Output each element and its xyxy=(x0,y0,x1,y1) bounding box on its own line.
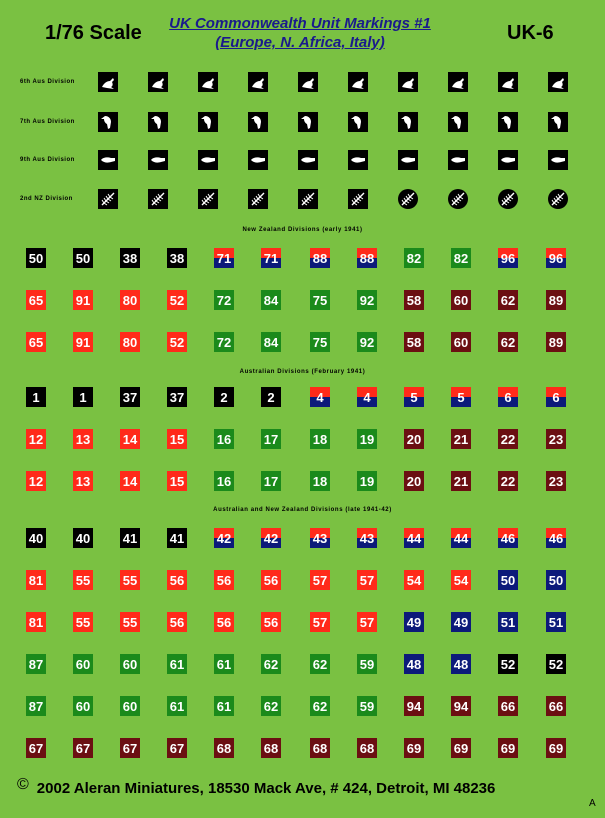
unit-marking: 5 xyxy=(451,387,471,407)
unit-marking: 67 xyxy=(73,738,93,758)
unit-marking: 69 xyxy=(498,738,518,758)
unit-marking: 60 xyxy=(451,332,471,352)
unit-marking: 88 xyxy=(310,248,330,268)
insignia-row-label: 7th Aus Division xyxy=(20,119,75,125)
unit-marking: 87 xyxy=(26,654,46,674)
unit-marking: 61 xyxy=(167,654,187,674)
unit-marking: 56 xyxy=(214,570,234,590)
unit-marking: 65 xyxy=(26,290,46,310)
fern-leaf-icon xyxy=(448,189,468,209)
fern-leaf-icon xyxy=(298,189,318,209)
unit-marking: 2 xyxy=(214,387,234,407)
unit-marking: 67 xyxy=(26,738,46,758)
unit-marking: 81 xyxy=(26,612,46,632)
unit-marking: 87 xyxy=(26,696,46,716)
section-title: New Zealand Divisions (early 1941) xyxy=(242,227,363,233)
unit-marking: 89 xyxy=(546,332,566,352)
kangaroo-icon xyxy=(548,72,568,92)
unit-marking: 80 xyxy=(120,332,140,352)
unit-marking: 52 xyxy=(167,332,187,352)
unit-marking: 14 xyxy=(120,429,140,449)
unit-marking: 56 xyxy=(214,612,234,632)
unit-marking: 56 xyxy=(261,612,281,632)
unit-marking: 82 xyxy=(404,248,424,268)
copyright-symbol: © xyxy=(17,776,29,793)
unit-marking: 72 xyxy=(214,290,234,310)
unit-marking: 61 xyxy=(214,654,234,674)
unit-marking: 58 xyxy=(404,290,424,310)
unit-marking: 67 xyxy=(167,738,187,758)
platypus-icon xyxy=(498,150,518,170)
unit-marking: 6 xyxy=(498,387,518,407)
kookaburra-icon xyxy=(298,112,318,132)
platypus-icon xyxy=(348,150,368,170)
unit-marking: 43 xyxy=(310,528,330,548)
unit-marking: 48 xyxy=(451,654,471,674)
unit-marking: 22 xyxy=(498,471,518,491)
unit-marking: 60 xyxy=(120,654,140,674)
unit-marking: 49 xyxy=(404,612,424,632)
unit-marking: 37 xyxy=(120,387,140,407)
unit-marking: 92 xyxy=(357,290,377,310)
unit-marking: 40 xyxy=(26,528,46,548)
unit-marking: 55 xyxy=(73,570,93,590)
unit-marking: 51 xyxy=(546,612,566,632)
unit-marking: 14 xyxy=(120,471,140,491)
unit-marking: 57 xyxy=(310,612,330,632)
kangaroo-icon xyxy=(498,72,518,92)
fern-leaf-icon xyxy=(148,189,168,209)
unit-marking: 22 xyxy=(498,429,518,449)
unit-marking: 81 xyxy=(26,570,46,590)
platypus-icon xyxy=(448,150,468,170)
unit-marking: 41 xyxy=(167,528,187,548)
unit-marking: 4 xyxy=(357,387,377,407)
kangaroo-icon xyxy=(148,72,168,92)
unit-marking: 52 xyxy=(546,654,566,674)
unit-marking: 62 xyxy=(261,696,281,716)
fern-leaf-icon xyxy=(248,189,268,209)
unit-marking: 71 xyxy=(214,248,234,268)
unit-marking: 15 xyxy=(167,429,187,449)
unit-marking: 16 xyxy=(214,471,234,491)
unit-marking: 41 xyxy=(120,528,140,548)
platypus-icon xyxy=(148,150,168,170)
unit-marking: 68 xyxy=(310,738,330,758)
unit-marking: 42 xyxy=(214,528,234,548)
unit-marking: 80 xyxy=(120,290,140,310)
unit-marking: 58 xyxy=(404,332,424,352)
unit-marking: 75 xyxy=(310,332,330,352)
platypus-icon xyxy=(248,150,268,170)
unit-marking: 54 xyxy=(404,570,424,590)
fern-leaf-icon xyxy=(398,189,418,209)
sheet-code: UK-6 xyxy=(507,22,554,44)
unit-marking: 42 xyxy=(261,528,281,548)
unit-marking: 56 xyxy=(261,570,281,590)
unit-marking: 82 xyxy=(451,248,471,268)
unit-marking: 37 xyxy=(167,387,187,407)
section-title: Australian Divisions (February 1941) xyxy=(239,369,366,375)
fern-leaf-icon xyxy=(348,189,368,209)
unit-marking: 61 xyxy=(167,696,187,716)
unit-marking: 19 xyxy=(357,429,377,449)
unit-marking: 19 xyxy=(357,471,377,491)
unit-marking: 50 xyxy=(498,570,518,590)
unit-marking: 17 xyxy=(261,471,281,491)
unit-marking: 84 xyxy=(261,290,281,310)
unit-marking: 13 xyxy=(73,471,93,491)
unit-marking: 94 xyxy=(451,696,471,716)
unit-marking: 56 xyxy=(167,612,187,632)
unit-marking: 69 xyxy=(546,738,566,758)
unit-marking: 84 xyxy=(261,332,281,352)
corner-mark: A xyxy=(589,798,596,809)
unit-marking: 55 xyxy=(120,570,140,590)
unit-marking: 91 xyxy=(73,290,93,310)
unit-marking: 89 xyxy=(546,290,566,310)
unit-marking: 71 xyxy=(261,248,281,268)
unit-marking: 75 xyxy=(310,290,330,310)
unit-marking: 61 xyxy=(214,696,234,716)
unit-marking: 43 xyxy=(357,528,377,548)
unit-marking: 68 xyxy=(261,738,281,758)
unit-marking: 60 xyxy=(120,696,140,716)
unit-marking: 60 xyxy=(73,654,93,674)
unit-marking: 48 xyxy=(404,654,424,674)
unit-marking: 13 xyxy=(73,429,93,449)
platypus-icon xyxy=(98,150,118,170)
unit-marking: 57 xyxy=(310,570,330,590)
unit-marking: 16 xyxy=(214,429,234,449)
title-line-2: (Europe, N. Africa, Italy) xyxy=(215,34,385,51)
unit-marking: 68 xyxy=(357,738,377,758)
unit-marking: 62 xyxy=(498,290,518,310)
unit-marking: 40 xyxy=(73,528,93,548)
unit-marking: 57 xyxy=(357,570,377,590)
title-line-1: UK Commonwealth Unit Markings #1 xyxy=(169,15,431,32)
unit-marking: 6 xyxy=(546,387,566,407)
fern-leaf-icon xyxy=(98,189,118,209)
unit-marking: 54 xyxy=(451,570,471,590)
unit-marking: 59 xyxy=(357,696,377,716)
unit-marking: 92 xyxy=(357,332,377,352)
kookaburra-icon xyxy=(548,112,568,132)
footer-text: 2002 Aleran Miniatures, 18530 Mack Ave, # 424, Detroit, MI 48236 xyxy=(36,780,496,797)
unit-marking: 56 xyxy=(167,570,187,590)
unit-marking: 46 xyxy=(546,528,566,548)
kangaroo-icon xyxy=(448,72,468,92)
unit-marking: 23 xyxy=(546,471,566,491)
footer xyxy=(17,776,496,798)
kookaburra-icon xyxy=(348,112,368,132)
unit-marking: 52 xyxy=(498,654,518,674)
unit-marking: 59 xyxy=(357,654,377,674)
platypus-icon xyxy=(298,150,318,170)
kookaburra-icon xyxy=(498,112,518,132)
unit-marking: 49 xyxy=(451,612,471,632)
section-title: Australian and New Zealand Divisions (late 1941-42) xyxy=(213,507,392,513)
unit-marking: 55 xyxy=(120,612,140,632)
unit-marking: 50 xyxy=(26,248,46,268)
unit-marking: 38 xyxy=(167,248,187,268)
platypus-icon xyxy=(548,150,568,170)
unit-marking: 62 xyxy=(310,654,330,674)
kookaburra-icon xyxy=(398,112,418,132)
unit-marking: 57 xyxy=(357,612,377,632)
unit-marking: 96 xyxy=(546,248,566,268)
unit-marking: 12 xyxy=(26,429,46,449)
unit-marking: 51 xyxy=(498,612,518,632)
unit-marking: 15 xyxy=(167,471,187,491)
unit-marking: 20 xyxy=(404,429,424,449)
kangaroo-icon xyxy=(98,72,118,92)
unit-marking: 67 xyxy=(120,738,140,758)
unit-marking: 68 xyxy=(214,738,234,758)
unit-marking: 23 xyxy=(546,429,566,449)
unit-marking: 62 xyxy=(310,696,330,716)
unit-marking: 88 xyxy=(357,248,377,268)
sheet-title xyxy=(150,14,450,52)
platypus-icon xyxy=(398,150,418,170)
unit-marking: 12 xyxy=(26,471,46,491)
unit-marking: 60 xyxy=(73,696,93,716)
insignia-row-label: 9th Aus Division xyxy=(20,157,75,163)
unit-marking: 1 xyxy=(73,387,93,407)
unit-marking: 18 xyxy=(310,471,330,491)
unit-marking: 18 xyxy=(310,429,330,449)
unit-marking: 21 xyxy=(451,471,471,491)
kookaburra-icon xyxy=(448,112,468,132)
unit-marking: 65 xyxy=(26,332,46,352)
unit-marking: 69 xyxy=(451,738,471,758)
unit-marking: 52 xyxy=(167,290,187,310)
unit-marking: 60 xyxy=(451,290,471,310)
unit-marking: 62 xyxy=(498,332,518,352)
unit-marking: 1 xyxy=(26,387,46,407)
unit-marking: 38 xyxy=(120,248,140,268)
unit-marking: 69 xyxy=(404,738,424,758)
scale-label: 1/76 Scale xyxy=(45,22,142,44)
unit-marking: 50 xyxy=(73,248,93,268)
kangaroo-icon xyxy=(198,72,218,92)
platypus-icon xyxy=(198,150,218,170)
kookaburra-icon xyxy=(198,112,218,132)
fern-leaf-icon xyxy=(498,189,518,209)
kangaroo-icon xyxy=(398,72,418,92)
unit-marking: 72 xyxy=(214,332,234,352)
kookaburra-icon xyxy=(98,112,118,132)
kookaburra-icon xyxy=(248,112,268,132)
kangaroo-icon xyxy=(298,72,318,92)
unit-marking: 66 xyxy=(498,696,518,716)
insignia-row-label: 2nd NZ Division xyxy=(20,196,73,202)
unit-marking: 66 xyxy=(546,696,566,716)
unit-marking: 2 xyxy=(261,387,281,407)
unit-marking: 21 xyxy=(451,429,471,449)
insignia-row-label: 6th Aus Division xyxy=(20,79,75,85)
unit-marking: 17 xyxy=(261,429,281,449)
unit-marking: 4 xyxy=(310,387,330,407)
fern-leaf-icon xyxy=(548,189,568,209)
unit-marking: 96 xyxy=(498,248,518,268)
unit-marking: 46 xyxy=(498,528,518,548)
unit-marking: 44 xyxy=(451,528,471,548)
unit-marking: 50 xyxy=(546,570,566,590)
unit-marking: 55 xyxy=(73,612,93,632)
unit-marking: 91 xyxy=(73,332,93,352)
unit-marking: 44 xyxy=(404,528,424,548)
kangaroo-icon xyxy=(248,72,268,92)
unit-marking: 94 xyxy=(404,696,424,716)
kookaburra-icon xyxy=(148,112,168,132)
unit-marking: 62 xyxy=(261,654,281,674)
unit-marking: 5 xyxy=(404,387,424,407)
kangaroo-icon xyxy=(348,72,368,92)
unit-marking: 20 xyxy=(404,471,424,491)
fern-leaf-icon xyxy=(198,189,218,209)
